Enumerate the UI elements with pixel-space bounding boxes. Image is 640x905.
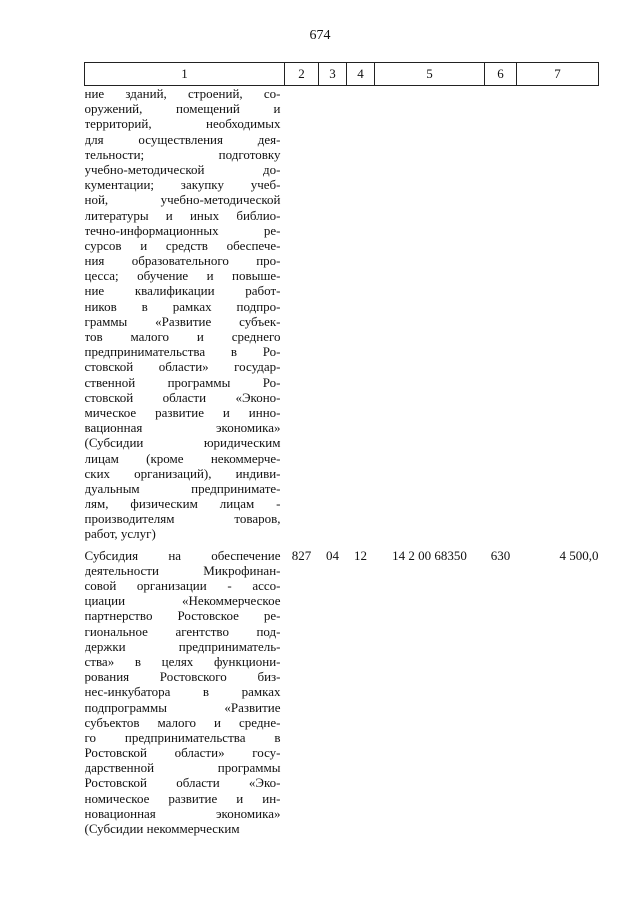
cell-col-5 <box>375 86 485 542</box>
description-line: стовской области» государ- <box>84 359 281 375</box>
budget-table <box>84 62 599 836</box>
description-line: учебно-методической до- <box>84 161 281 177</box>
cell-col-6: 630 <box>490 547 511 563</box>
cell-col-4 <box>347 86 375 542</box>
description-line: работ, услуг) <box>84 526 156 542</box>
description-line: ских организаций), индиви- <box>84 465 281 481</box>
description-line: нес-инкубатора в рамках <box>84 684 281 700</box>
description-line: течно-информационных ре- <box>84 222 281 238</box>
description-line: совой организации - ассо- <box>84 578 281 593</box>
description-line: тельности; подготовку <box>84 146 281 162</box>
description-line: деятельности Микрофинан- <box>84 562 281 578</box>
header-col-2: 2 <box>285 63 319 86</box>
description-line: лицам (кроме некоммерче- <box>84 450 281 466</box>
cell-col-4: 12 <box>354 547 367 563</box>
description-line: лям, физическим лицам - <box>84 496 281 512</box>
description-line: вационная экономика» <box>84 420 281 436</box>
description-line: ства» в целях функциони- <box>84 653 281 669</box>
description-line: сурсов и средств обеспече- <box>84 237 281 253</box>
cell-col-7: 4 500,0 <box>559 547 599 563</box>
description-line: гиональное агентство под- <box>84 623 281 639</box>
description-line: тов малого и среднего <box>84 329 281 344</box>
description-line: ния образовательного про- <box>84 253 281 269</box>
cell-col-3: 04 <box>326 547 339 563</box>
description-line: цесса; обучение и повыше- <box>84 268 281 284</box>
description-line: производителям товаров, <box>84 511 281 527</box>
description-line: ственной программы Ро- <box>84 374 281 390</box>
cell-col-3 <box>319 86 347 542</box>
cell-col-2 <box>285 86 319 542</box>
table-row <box>85 86 599 542</box>
description-line: Субсидия на обеспечение <box>84 547 281 563</box>
description-line: стовской области «Эконо- <box>84 389 281 405</box>
header-col-4: 4 <box>347 63 375 86</box>
description-line: кументации; закупку учеб- <box>84 177 281 193</box>
cell-col-7 <box>517 86 599 542</box>
description-line: Ростовской области» госу- <box>84 745 281 761</box>
page-number: 674 <box>309 28 331 43</box>
description-line: граммы «Развитие субъек- <box>84 313 281 329</box>
row-description <box>85 548 285 837</box>
description-line: новационная экономика» <box>84 805 281 821</box>
header-col-7: 7 <box>517 63 599 86</box>
description-line: ние квалификации работ- <box>84 283 281 299</box>
table-row <box>85 548 599 837</box>
description-line: оружений, помещений и <box>84 101 281 117</box>
description-line: территорий, необходимых <box>84 116 281 132</box>
description-line: подпрограммы «Развитие <box>84 699 281 715</box>
description-line: ников в рамках подпро- <box>84 298 281 314</box>
header-col-3: 3 <box>319 63 347 86</box>
description-line: дуальным предпринимате- <box>84 480 281 496</box>
description-line: для осуществления дея- <box>84 131 281 147</box>
header-row <box>85 63 599 86</box>
description-line: рования Ростовского биз- <box>84 669 281 685</box>
header-col-1: 1 <box>85 63 285 86</box>
cell-col-5: 14 2 00 68350 <box>392 547 467 563</box>
description-line: мическое развитие и инно- <box>84 404 281 420</box>
description-line: (Субсидии юридическим <box>84 435 281 451</box>
row-description <box>85 86 285 542</box>
description-line: дарственной программы <box>84 760 281 776</box>
description-line: циации «Некоммерческое <box>84 593 281 609</box>
description-line: субъектов малого и средне- <box>84 714 281 730</box>
description-line: литературы и иных библио- <box>84 207 281 223</box>
description-line: ние зданий, строений, со- <box>84 86 281 101</box>
description-line: партнерство Ростовское ре- <box>84 608 281 624</box>
description-line: предпринимательства в Ро- <box>84 344 281 360</box>
header-col-5: 5 <box>375 63 485 86</box>
cell-col-2: 827 <box>291 547 312 563</box>
description-line: ной, учебно-методической <box>84 192 281 208</box>
cell-col-6 <box>485 86 517 542</box>
header-col-6: 6 <box>485 63 517 86</box>
description-line: (Субсидии некоммерческим <box>84 821 240 836</box>
description-line: держки предприниматель- <box>84 638 281 654</box>
description-line: Ростовской области «Эко- <box>84 775 281 791</box>
description-line: го предпринимательства в <box>84 729 281 745</box>
description-line: номическое развитие и ин- <box>84 790 281 806</box>
